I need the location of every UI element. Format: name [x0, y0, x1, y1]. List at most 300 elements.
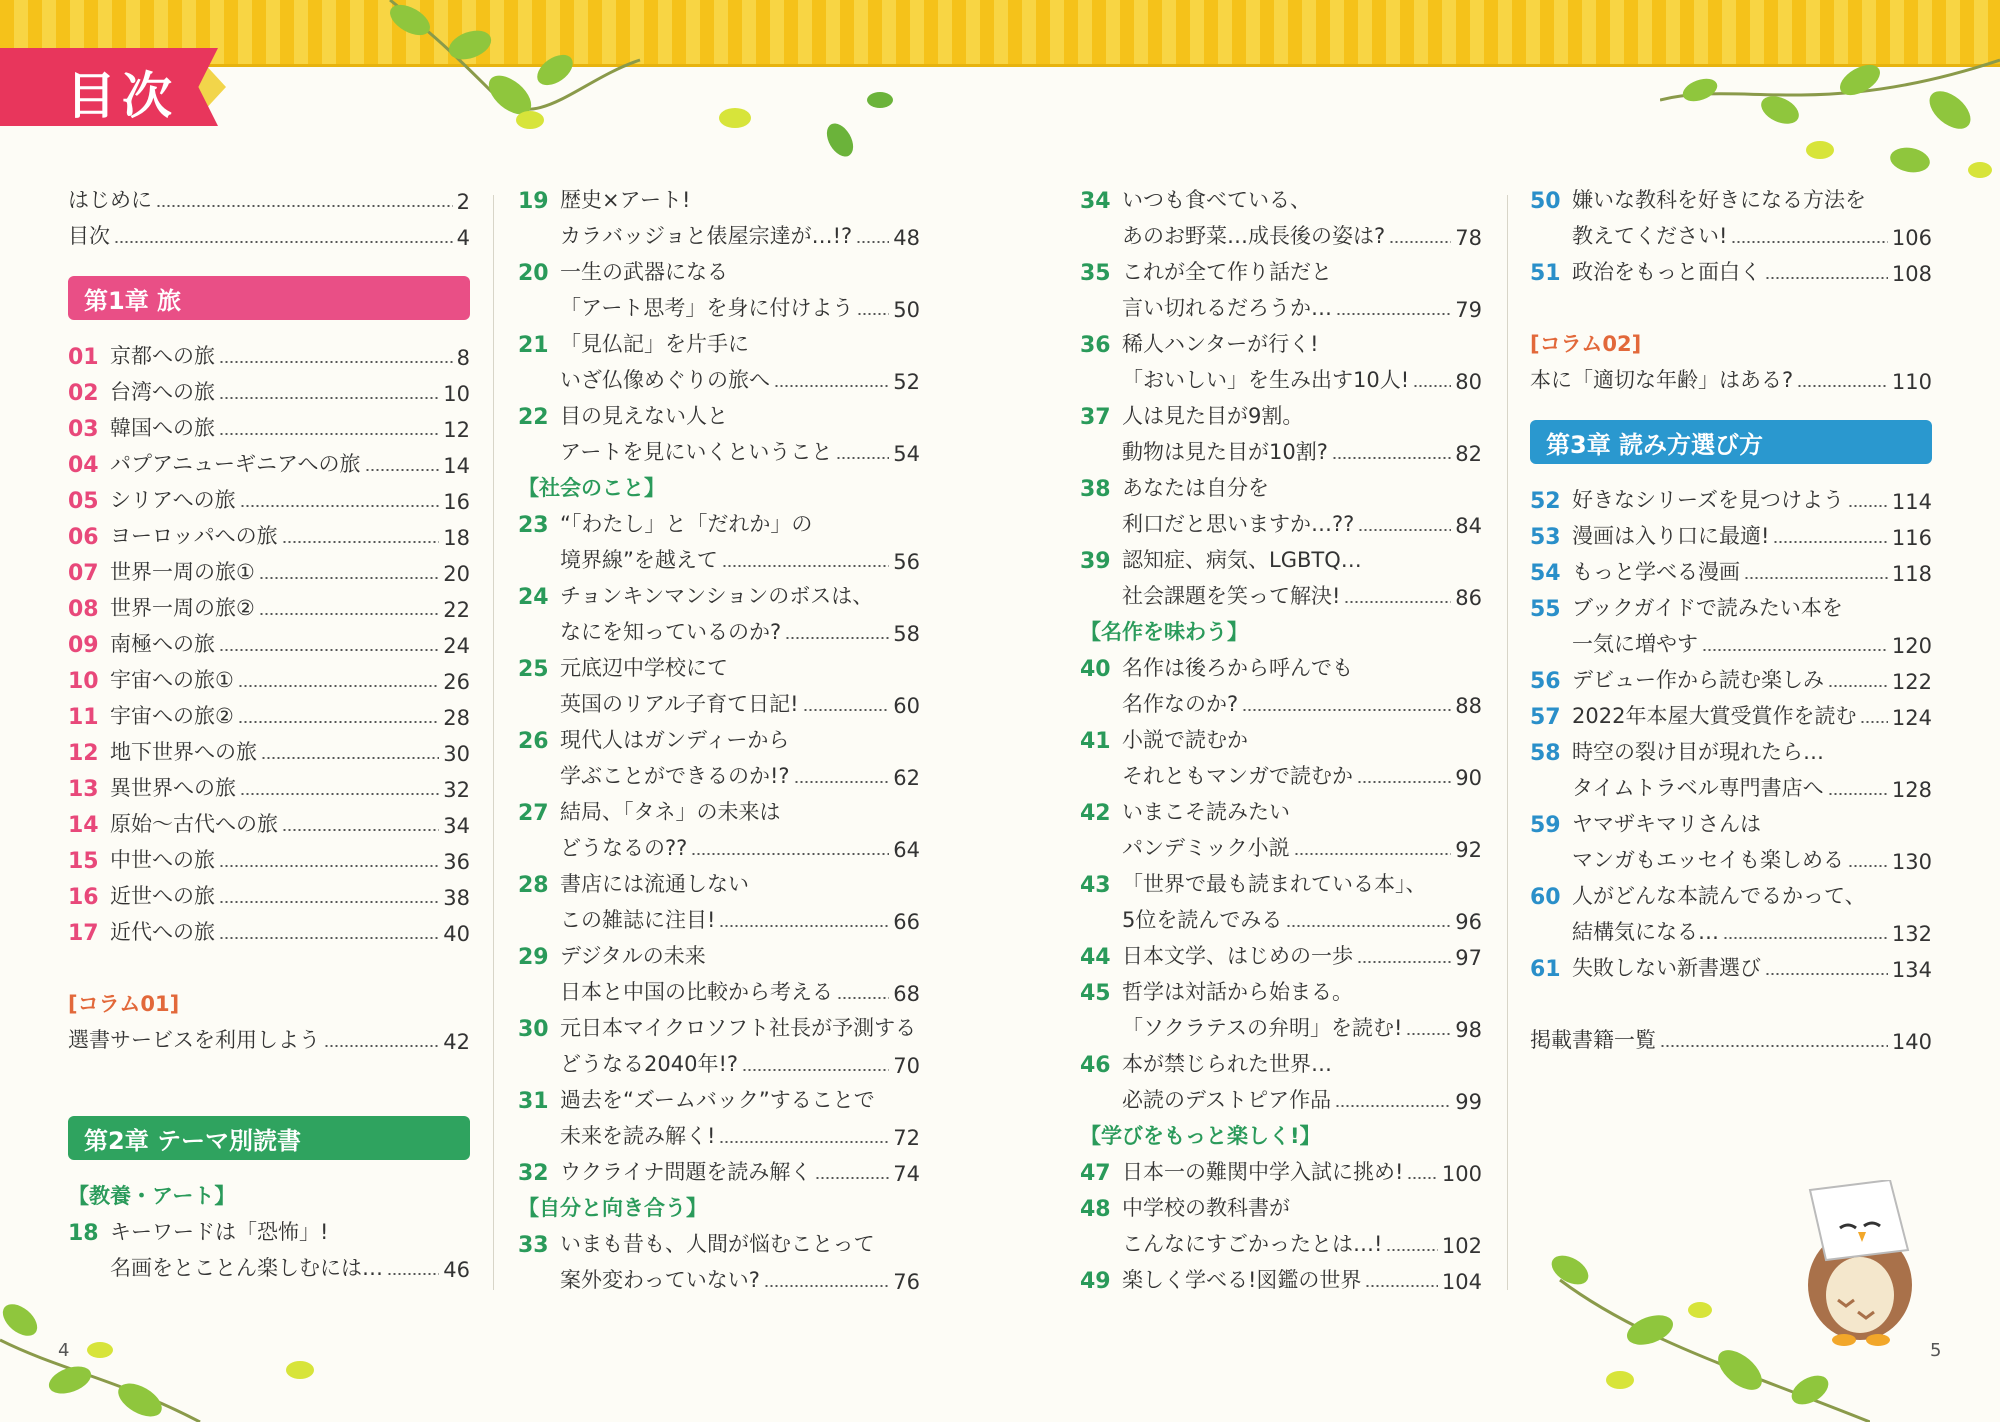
entry-title: 南極への旅	[110, 632, 215, 656]
toc-entry[interactable]	[1080, 1150, 1482, 1186]
leader-dots	[365, 469, 440, 471]
entry-title: 近代への旅	[110, 920, 215, 944]
toc-entry[interactable]	[1080, 250, 1482, 286]
entry-title-line2: 動物は見た目が10割?	[1122, 440, 1328, 464]
leader-dots	[1407, 1177, 1437, 1179]
toc-entry-cont[interactable]	[1080, 1006, 1482, 1042]
leader-dots	[836, 457, 889, 459]
toc-entry[interactable]	[1080, 646, 1482, 682]
entry-page: 18	[443, 526, 470, 550]
toc-entry[interactable]	[518, 322, 920, 358]
toc-entry[interactable]	[1080, 970, 1482, 1006]
toc-entry-cont[interactable]	[1530, 766, 1932, 802]
toc-entry-cont[interactable]	[518, 358, 920, 394]
toc-entry-cont[interactable]	[518, 682, 920, 718]
entry-page: 74	[893, 1162, 920, 1186]
entry-page: 26	[443, 670, 470, 694]
entry-number: 25	[518, 657, 549, 682]
toc-entry[interactable]	[1530, 586, 1932, 622]
entry-title-line2: なにを知っているのか?	[560, 620, 782, 644]
entry-title-line1: ブックガイドで読みたい本を	[1572, 596, 1843, 620]
leader-dots	[219, 361, 453, 363]
entry-title-line1: チョンキンマンションのボスは、	[560, 584, 874, 608]
entry-number: 60	[1530, 885, 1561, 910]
toc-entry[interactable]	[1530, 874, 1932, 910]
leader-dots	[742, 1069, 889, 1071]
entry-page: 70	[893, 1054, 920, 1078]
toc-entry[interactable]	[68, 406, 470, 442]
toc-entry[interactable]	[68, 1018, 470, 1054]
section-subheading: 【社会のこと】	[518, 476, 665, 500]
toc-entry[interactable]	[1080, 1042, 1482, 1078]
entry-title-line1: “「わたし」と「だれか」の	[560, 512, 813, 536]
entry-title-line2: 境界線”を越えて	[560, 548, 718, 572]
entry-number: 35	[1080, 261, 1111, 286]
toc-entry-cont[interactable]	[518, 970, 920, 1006]
entry-page: 120	[1891, 634, 1932, 658]
entry-number: 18	[68, 1221, 99, 1246]
entry-number: 23	[518, 513, 549, 538]
toc-entry[interactable]	[1080, 790, 1482, 826]
toc-entry[interactable]	[68, 658, 470, 694]
leader-dots	[1242, 709, 1451, 711]
entry-title-line2: 必読のデストピア作品	[1122, 1088, 1332, 1112]
toc-entry-cont[interactable]	[518, 1258, 920, 1294]
toc-entry[interactable]	[68, 622, 470, 658]
leader-dots	[1797, 385, 1888, 387]
toc-entry[interactable]	[68, 694, 470, 730]
leader-dots	[774, 385, 889, 387]
toc-entry-cont[interactable]	[518, 1114, 920, 1150]
entry-page: 114	[1891, 490, 1932, 514]
entry-page: 60	[893, 694, 920, 718]
leader-dots	[1357, 781, 1451, 783]
entry-title-line1: 元日本マイクロソフト社長が予測する	[560, 1016, 917, 1040]
entry-title-line2: タイムトラベル専門書店へ	[1572, 776, 1824, 800]
spacer	[68, 1054, 470, 1090]
leader-dots	[1860, 721, 1887, 723]
entry-number: 22	[518, 405, 549, 430]
entry-page: 38	[443, 886, 470, 910]
entry-number: 16	[68, 885, 99, 910]
entry-page: 10	[443, 382, 470, 406]
toc-entry[interactable]	[68, 586, 470, 622]
toc-entry[interactable]	[68, 478, 470, 514]
toc-entry[interactable]	[518, 1078, 920, 1114]
toc-entry[interactable]	[518, 574, 920, 610]
toc-entry[interactable]	[1530, 694, 1932, 730]
entry-title-line2: どうなる2040年!?	[560, 1052, 739, 1076]
toc-entry[interactable]	[518, 1006, 920, 1042]
entry-number: 12	[68, 741, 99, 766]
entry-number: 24	[518, 585, 549, 610]
entry-title: 好きなシリーズを見つけよう	[1572, 488, 1844, 512]
entry-page: 122	[1891, 670, 1932, 694]
entry-title: はじめに	[68, 188, 152, 212]
entry-number: 56	[1530, 669, 1561, 694]
entry-title-line2: 名作なのか?	[1122, 692, 1239, 716]
leader-dots	[114, 241, 453, 243]
entry-page: 40	[443, 922, 470, 946]
leader-dots	[1286, 925, 1451, 927]
entry-page: 78	[1455, 226, 1482, 250]
toc-entry[interactable]	[1080, 322, 1482, 358]
entry-number: 03	[68, 417, 99, 442]
entry-page: 140	[1891, 1030, 1932, 1054]
entry-page: 54	[893, 442, 920, 466]
toc-entry-cont[interactable]	[1080, 574, 1482, 610]
entry-title-line1: あなたは自分を	[1122, 476, 1269, 500]
entry-number: 04	[68, 453, 99, 478]
entry-page: 102	[1441, 1234, 1482, 1258]
toc-entry[interactable]	[68, 730, 470, 766]
entry-number: 52	[1530, 489, 1561, 514]
entry-title: 台湾への旅	[110, 380, 215, 404]
leader-dots	[1773, 541, 1887, 543]
chapter-heading: 第3章 読み方選び方	[1530, 420, 1932, 464]
entry-title-line1: 哲学は対話から始まる。	[1122, 980, 1353, 1004]
spacer	[68, 946, 470, 982]
entry-number: 42	[1080, 801, 1111, 826]
toc-entry[interactable]	[518, 394, 920, 430]
entry-title: 楽しく学べる!図鑑の世界	[1122, 1268, 1362, 1292]
leader-dots	[1389, 241, 1451, 243]
entry-number: 08	[68, 597, 99, 622]
entry-number: 36	[1080, 333, 1111, 358]
leader-dots	[785, 637, 889, 639]
entry-title-line2: 名画をとことん楽しむには…	[110, 1256, 383, 1280]
entry-page: 128	[1891, 778, 1932, 802]
leader-dots	[1358, 529, 1451, 531]
entry-title-line1: デジタルの未来	[560, 944, 706, 968]
toc-entry-cont[interactable]	[518, 826, 920, 862]
entry-title-line2: いざ仏像めぐりの旅へ	[560, 368, 770, 392]
toc-entry[interactable]	[518, 718, 920, 754]
entry-title-line1: 小説で読むか	[1122, 728, 1248, 752]
entry-page: 34	[443, 814, 470, 838]
entry-title-line1: 稀人ハンターが行く!	[1122, 332, 1319, 356]
entry-number: 07	[68, 561, 99, 586]
entry-page: 48	[893, 226, 920, 250]
entry-page: 20	[443, 562, 470, 586]
leader-dots	[1294, 853, 1452, 855]
entry-page: 100	[1441, 1162, 1482, 1186]
section-subheading: 【学びをもっと楽しく!】	[1080, 1124, 1321, 1148]
toc-entry[interactable]	[518, 862, 920, 898]
toc-entry[interactable]	[1530, 178, 1932, 214]
toc-entry[interactable]	[68, 550, 470, 586]
entry-title: 京都への旅	[110, 344, 215, 368]
entry-title-line1: 名作は後ろから呼んでも	[1122, 656, 1353, 680]
entry-page: 124	[1891, 706, 1932, 730]
toc-entry[interactable]	[518, 790, 920, 826]
entry-number: 61	[1530, 957, 1561, 982]
entry-title: 地下世界への旅	[110, 740, 257, 764]
spacer	[1530, 982, 1932, 1018]
entry-page: 90	[1455, 766, 1482, 790]
entry-title-line1: 書店には流通しない	[560, 872, 749, 896]
toc-entry-cont[interactable]	[1080, 286, 1482, 322]
leader-dots	[238, 685, 439, 687]
entry-title: 選書サービスを利用しよう	[68, 1028, 320, 1052]
toc-entry-cont[interactable]	[518, 430, 920, 466]
entry-number: 51	[1530, 261, 1561, 286]
toc-entry[interactable]	[68, 1210, 470, 1246]
leader-dots	[1723, 937, 1888, 939]
entry-page: 82	[1455, 442, 1482, 466]
entry-title: 宇宙への旅②	[110, 704, 234, 728]
toc-entry-cont[interactable]	[518, 610, 920, 646]
entry-title-line2: 教えてください!	[1572, 224, 1728, 248]
leaf-vine-top-icon	[380, 0, 900, 170]
entry-page: 134	[1891, 958, 1932, 982]
entry-title-line2: 一気に増やす	[1572, 632, 1698, 656]
toc-entry[interactable]	[1080, 1186, 1482, 1222]
entry-page: 79	[1455, 298, 1482, 322]
toc-entry[interactable]	[1530, 658, 1932, 694]
toc-entry-cont[interactable]	[1530, 622, 1932, 658]
entry-title: 政治をもっと面白く	[1572, 260, 1761, 284]
entry-number: 27	[518, 801, 549, 826]
leader-dots	[219, 865, 439, 867]
leader-dots	[815, 1177, 889, 1179]
entry-page: 106	[1891, 226, 1932, 250]
toc-entry[interactable]	[1530, 946, 1932, 982]
toc-entry-cont[interactable]	[1080, 430, 1482, 466]
toc-entry-cont[interactable]	[1080, 682, 1482, 718]
leader-dots	[240, 793, 439, 795]
leader-dots	[1744, 577, 1888, 579]
toc-entry[interactable]	[1530, 802, 1932, 838]
entry-page: 14	[443, 454, 470, 478]
toc-entry[interactable]	[1530, 358, 1932, 394]
leader-dots	[1731, 241, 1887, 243]
entry-title-line2: 「ソクラテスの弁明」を読む!	[1122, 1016, 1403, 1040]
toc-entry[interactable]	[1530, 730, 1932, 766]
leader-dots	[259, 577, 439, 579]
toc-entry-cont[interactable]	[518, 1042, 920, 1078]
toc-entry[interactable]	[1080, 862, 1482, 898]
toc-entry[interactable]	[1080, 394, 1482, 430]
entry-title: 韓国への旅	[110, 416, 215, 440]
entry-title-line2: あのお野菜…成長後の姿は?	[1122, 224, 1386, 248]
entry-number: 28	[518, 873, 549, 898]
entry-title-line2: 学ぶことができるのか!?	[560, 764, 790, 788]
leader-dots	[238, 721, 439, 723]
toc-entry-cont[interactable]	[1080, 502, 1482, 538]
entry-title: 世界一周の旅②	[110, 596, 255, 620]
entry-title-line1: 中学校の教科書が	[1122, 1196, 1290, 1220]
toc-entry[interactable]	[68, 802, 470, 838]
leader-dots	[240, 505, 440, 507]
entry-number: 58	[1530, 741, 1561, 766]
toc-entry-cont[interactable]	[1080, 754, 1482, 790]
toc-entry[interactable]	[68, 334, 470, 370]
leader-dots	[856, 241, 889, 243]
toc-entry-cont[interactable]	[1530, 910, 1932, 946]
entry-number: 20	[518, 261, 549, 286]
entry-page: 22	[443, 598, 470, 622]
entry-number: 19	[518, 189, 549, 214]
entry-page: 108	[1891, 262, 1932, 286]
leader-dots	[719, 1141, 889, 1143]
entry-number: 50	[1530, 189, 1561, 214]
toc-entry[interactable]	[68, 514, 470, 550]
leader-dots	[1660, 1045, 1888, 1047]
entry-number: 30	[518, 1017, 549, 1042]
entry-page: 52	[893, 370, 920, 394]
toc-entry[interactable]	[1080, 538, 1482, 574]
toc-entry[interactable]	[1530, 1018, 1932, 1054]
entry-number: 55	[1530, 597, 1561, 622]
leader-dots	[387, 1273, 439, 1275]
entry-page: 66	[893, 910, 920, 934]
leader-dots	[1336, 313, 1451, 315]
entry-number: 34	[1080, 189, 1111, 214]
toc-entry[interactable]	[68, 910, 470, 946]
toc-entry[interactable]	[518, 178, 920, 214]
entry-title: ヨーロッパへの旅	[110, 524, 278, 548]
toc-entry-cont[interactable]	[518, 754, 920, 790]
toc-entry-cont[interactable]	[1530, 214, 1932, 250]
entry-title: 世界一周の旅①	[110, 560, 255, 584]
entry-title-line2: 「アート思考」を身に付けよう	[560, 296, 854, 320]
entry-number: 21	[518, 333, 549, 358]
toc-entry-cont[interactable]	[1080, 826, 1482, 862]
toc-entry[interactable]	[1080, 1258, 1482, 1294]
entry-title-line2: パンデミック小説	[1122, 836, 1290, 860]
toc-entry[interactable]	[1530, 250, 1932, 286]
toc-entry[interactable]	[1530, 478, 1932, 514]
section-subheading: [コラム01]	[68, 992, 180, 1016]
toc-entry-cont[interactable]	[518, 538, 920, 574]
toc-entry-cont[interactable]	[1080, 898, 1482, 934]
section-subheading: 【自分と向き合う】	[518, 1196, 707, 1220]
entry-title-line1: 人がどんな本読んでるかって、	[1572, 884, 1866, 908]
toc-entry[interactable]	[518, 934, 920, 970]
entry-title-line1: いまも昔も、人間が悩むことって	[560, 1232, 875, 1256]
entry-title-line1: 時空の裂け目が現れたら…	[1572, 740, 1824, 764]
toc-entry[interactable]	[518, 502, 920, 538]
toc-entry-cont[interactable]	[1080, 1222, 1482, 1258]
leader-dots	[156, 205, 453, 207]
entry-number: 17	[68, 921, 99, 946]
toc-entry[interactable]	[68, 874, 470, 910]
toc-entry[interactable]	[68, 370, 470, 406]
leader-dots	[803, 709, 890, 711]
entry-page: 76	[893, 1270, 920, 1294]
entry-title: 原始～古代への旅	[110, 812, 278, 836]
entry-page: 46	[443, 1258, 470, 1282]
entry-title-line2: 社会課題を笑って解決!	[1122, 584, 1341, 608]
page-title: 目次	[66, 67, 178, 125]
toc-entry-cont[interactable]	[1530, 838, 1932, 874]
toc-entry-cont[interactable]	[1080, 358, 1482, 394]
entry-number: 46	[1080, 1053, 1111, 1078]
entry-number: 40	[1080, 657, 1111, 682]
entry-page: 58	[893, 622, 920, 646]
toc-entry[interactable]	[1530, 514, 1932, 550]
entry-title-line1: これが全て作り話だと	[1122, 260, 1332, 284]
entry-number: 54	[1530, 561, 1561, 586]
entry-title-line2: 案外変わっていない?	[560, 1268, 760, 1292]
leader-dots	[219, 937, 439, 939]
toc-entry[interactable]	[518, 250, 920, 286]
toc-entry[interactable]	[1530, 550, 1932, 586]
entry-page: 72	[893, 1126, 920, 1150]
entry-title-line2: この雑誌に注目!	[560, 908, 716, 932]
toc-entry[interactable]	[68, 442, 470, 478]
chapter-heading: 第2章 テーマ別読書	[68, 1116, 470, 1160]
page-number-right: 5	[1930, 1340, 1942, 1361]
leader-dots	[219, 397, 439, 399]
entry-title: 日本文学、はじめの一歩	[1122, 944, 1353, 968]
entry-title-line2: 日本と中国の比較から考える	[560, 980, 833, 1004]
leader-dots	[1828, 793, 1888, 795]
toc-entry[interactable]	[68, 838, 470, 874]
entry-number: 31	[518, 1089, 549, 1114]
entry-number: 39	[1080, 549, 1111, 574]
entry-number: 15	[68, 849, 99, 874]
leader-dots	[1702, 649, 1888, 651]
section-subheading: 【名作を味わう】	[1080, 620, 1248, 644]
entry-title-line2: それともマンガで読むか	[1122, 764, 1353, 788]
toc-entry[interactable]	[518, 646, 920, 682]
toc-entry-cont[interactable]	[518, 214, 920, 250]
entry-title-line2: 「おいしい」を生み出す10人!	[1122, 368, 1410, 392]
toc-entry[interactable]	[518, 1150, 920, 1186]
entry-title: ウクライナ問題を読み解く	[560, 1160, 812, 1184]
entry-title-line1: 元底辺中学校にて	[560, 656, 728, 680]
toc-entry-cont[interactable]	[518, 286, 920, 322]
leader-dots	[219, 901, 439, 903]
toc-entry[interactable]	[1080, 466, 1482, 502]
toc-entry-cont[interactable]	[518, 898, 920, 934]
entry-page: 97	[1455, 946, 1482, 970]
chapter-heading: 第1章 旅	[68, 276, 470, 320]
toc-entry-cont[interactable]	[68, 1246, 470, 1282]
entry-title: 日本一の難関中学入試に挑め!	[1122, 1160, 1404, 1184]
toc-entry[interactable]	[68, 214, 470, 250]
entry-number: 48	[1080, 1197, 1111, 1222]
leader-dots	[1765, 277, 1888, 279]
toc-entry[interactable]	[1080, 178, 1482, 214]
section-subheading: 【教養・アート】	[68, 1184, 236, 1208]
toc-column-1	[68, 178, 470, 1282]
entry-number: 14	[68, 813, 99, 838]
entry-page: 118	[1891, 562, 1932, 586]
leaf-vine-top-right-icon	[1660, 40, 2000, 200]
entry-page: 36	[443, 850, 470, 874]
toc-entry-cont[interactable]	[1080, 214, 1482, 250]
toc-entry[interactable]	[68, 766, 470, 802]
toc-entry[interactable]	[518, 1222, 920, 1258]
entry-title: シリアへの旅	[110, 488, 236, 512]
toc-entry[interactable]	[68, 178, 470, 214]
entry-page: 86	[1455, 586, 1482, 610]
leader-dots	[1335, 1105, 1451, 1107]
leader-dots	[282, 541, 440, 543]
toc-entry[interactable]	[1080, 718, 1482, 754]
entry-page: 130	[1891, 850, 1932, 874]
entry-page: 116	[1891, 526, 1932, 550]
toc-entry[interactable]	[1080, 934, 1482, 970]
entry-number: 29	[518, 945, 549, 970]
toc-entry-cont[interactable]	[1080, 1078, 1482, 1114]
entry-page: 2	[456, 190, 470, 214]
entry-page: 4	[456, 226, 470, 250]
entry-title-line2: 利口だと思いますか…??	[1122, 512, 1355, 536]
